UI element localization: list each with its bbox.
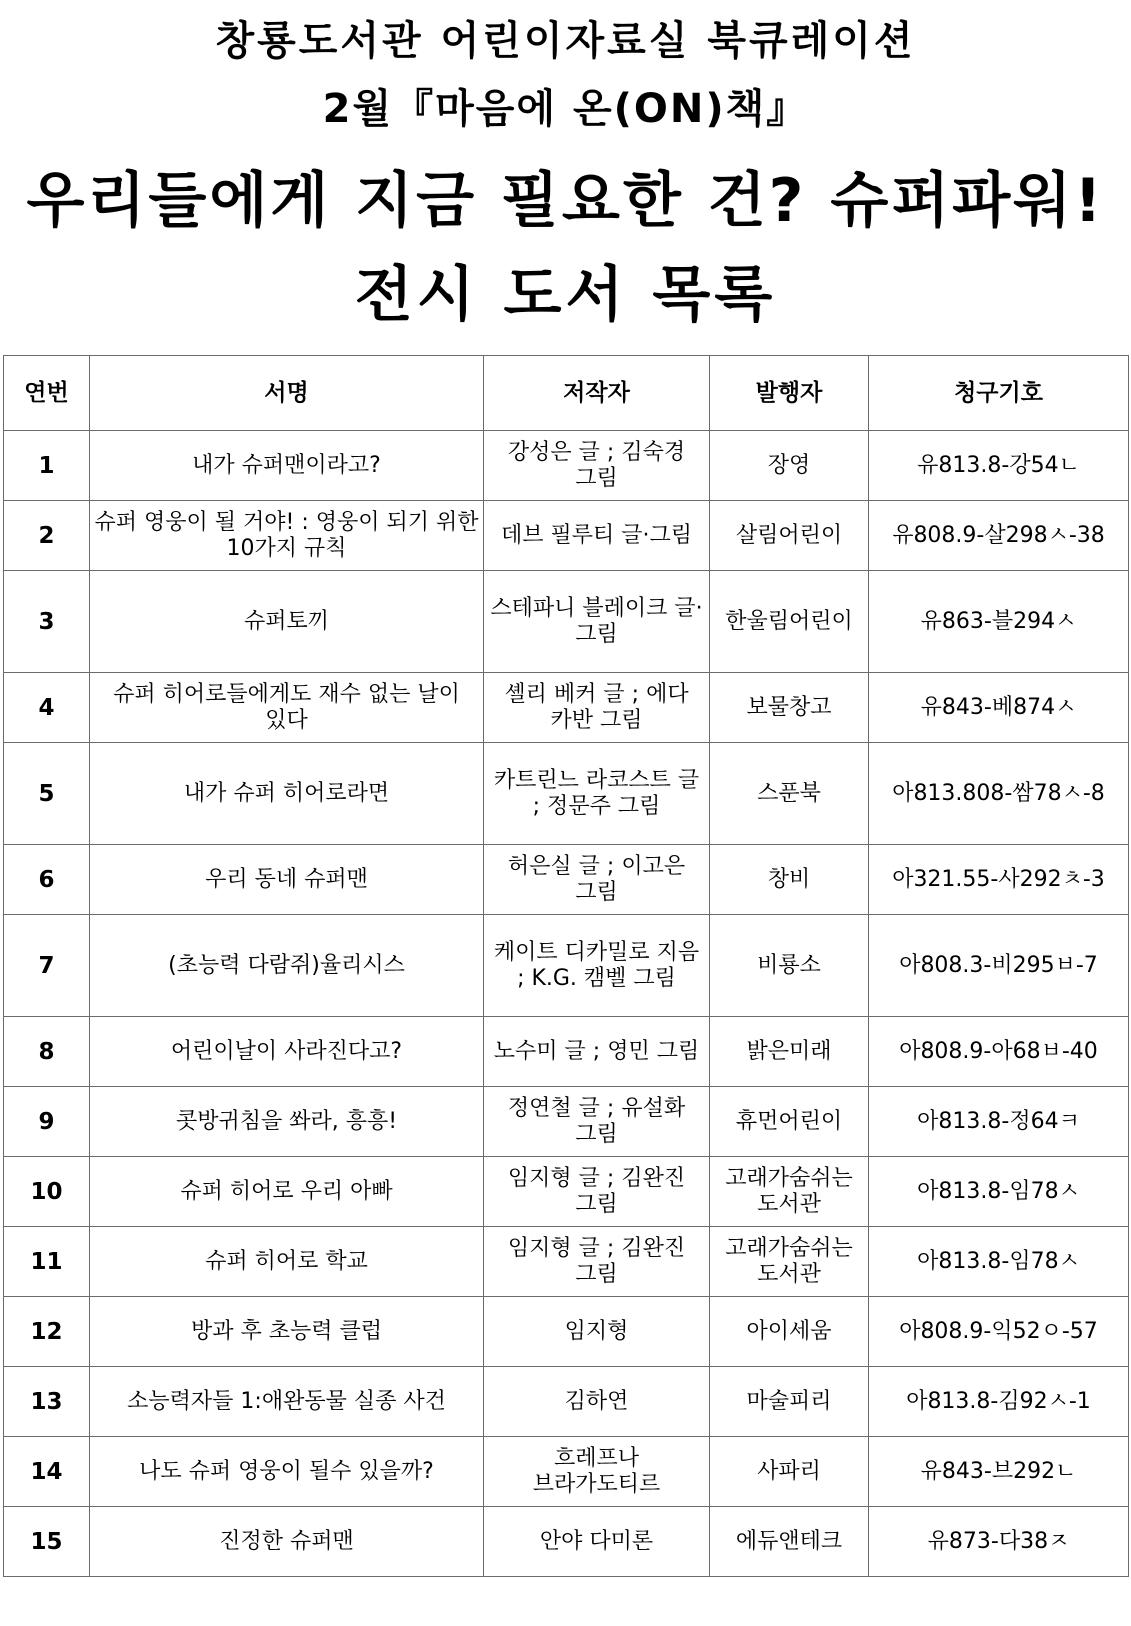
book-call-number: 아813.8-정64ㅋ bbox=[869, 1087, 1129, 1157]
book-author: 임지형 bbox=[484, 1297, 710, 1367]
table-row bbox=[4, 1087, 1129, 1157]
book-publisher: 고래가숨쉬는 도서관 bbox=[710, 1157, 869, 1227]
table-row bbox=[4, 1437, 1129, 1507]
table-row bbox=[4, 1157, 1129, 1227]
book-publisher: 장영 bbox=[710, 431, 869, 501]
book-call-number: 아813.808-쌈78ㅅ-8 bbox=[869, 743, 1129, 845]
book-author: 정연철 글 ; 유설화 그림 bbox=[484, 1087, 710, 1157]
book-author: 노수미 글 ; 영민 그림 bbox=[484, 1017, 710, 1087]
book-publisher: 에듀앤테크 bbox=[710, 1507, 869, 1577]
book-author: 케이트 디카밀로 지음 ; K.G. 캠벨 그림 bbox=[484, 915, 710, 1017]
row-number: 7 bbox=[4, 915, 90, 1017]
row-number: 5 bbox=[4, 743, 90, 845]
book-title: 슈퍼 영웅이 될 거야! : 영웅이 되기 위한 10가지 규칙 bbox=[90, 501, 484, 571]
table-row bbox=[4, 501, 1129, 571]
month-theme-title: 2월『마음에 온(ON)책』 bbox=[322, 86, 809, 132]
book-call-number: 유873-다38ㅈ bbox=[869, 1507, 1129, 1577]
row-number: 8 bbox=[4, 1017, 90, 1087]
book-call-number: 유843-브292ㄴ bbox=[869, 1437, 1129, 1507]
book-author: 셸리 베커 글 ; 에다 카반 그림 bbox=[484, 673, 710, 743]
book-author: 스테파니 블레이크 글·그림 bbox=[484, 571, 710, 673]
table-body bbox=[4, 431, 1129, 1577]
book-title: 콧방귀침을 쏴라, 흥흥! bbox=[90, 1087, 484, 1157]
book-title: 슈퍼 히어로 우리 아빠 bbox=[90, 1157, 484, 1227]
book-publisher: 휴먼어린이 bbox=[710, 1087, 869, 1157]
book-author: 강성은 글 ; 김숙경 그림 bbox=[484, 431, 710, 501]
table-row bbox=[4, 1297, 1129, 1367]
book-call-number: 유808.9-살298ㅅ-38 bbox=[869, 501, 1129, 571]
book-title: 슈퍼 히어로들에게도 재수 없는 날이 있다 bbox=[90, 673, 484, 743]
row-number: 15 bbox=[4, 1507, 90, 1577]
book-publisher: 보물창고 bbox=[710, 673, 869, 743]
row-number: 3 bbox=[4, 571, 90, 673]
row-number: 13 bbox=[4, 1367, 90, 1437]
library-title: 창룡도서관 어린이자료실 북큐레이션 bbox=[215, 18, 916, 64]
book-author: 흐레프나 브라가도티르 bbox=[484, 1437, 710, 1507]
book-title: 진정한 슈퍼맨 bbox=[90, 1507, 484, 1577]
book-publisher: 스푼북 bbox=[710, 743, 869, 845]
book-call-number: 유813.8-강54ㄴ bbox=[869, 431, 1129, 501]
book-title: 내가 슈퍼 히어로라면 bbox=[90, 743, 484, 845]
book-author: 데브 필루티 글·그림 bbox=[484, 501, 710, 571]
table-header-row bbox=[4, 356, 1129, 431]
table-row bbox=[4, 1227, 1129, 1297]
book-title: 내가 슈퍼맨이라고? bbox=[90, 431, 484, 501]
book-title: 슈퍼 히어로 학교 bbox=[90, 1227, 484, 1297]
book-call-number: 아808.9-익52ㅇ-57 bbox=[869, 1297, 1129, 1367]
book-title: 소능력자들 1:애완동물 실종 사건 bbox=[90, 1367, 484, 1437]
row-number: 6 bbox=[4, 845, 90, 915]
book-call-number: 아808.9-아68ㅂ-40 bbox=[869, 1017, 1129, 1087]
book-call-number: 유863-블294ㅅ bbox=[869, 571, 1129, 673]
column-header-title: 서명 bbox=[90, 356, 484, 431]
table-row bbox=[4, 845, 1129, 915]
book-call-number: 유843-베874ㅅ bbox=[869, 673, 1129, 743]
table-row bbox=[4, 673, 1129, 743]
row-number: 10 bbox=[4, 1157, 90, 1227]
column-header-number: 연번 bbox=[4, 356, 90, 431]
book-author: 김하연 bbox=[484, 1367, 710, 1437]
column-header-publisher: 발행자 bbox=[710, 356, 869, 431]
book-publisher: 사파리 bbox=[710, 1437, 869, 1507]
book-title: 방과 후 초능력 클럽 bbox=[90, 1297, 484, 1367]
row-number: 2 bbox=[4, 501, 90, 571]
book-title: 나도 슈퍼 영웅이 될수 있을까? bbox=[90, 1437, 484, 1507]
book-publisher: 한울림어린이 bbox=[710, 571, 869, 673]
book-author: 허은실 글 ; 이고은 그림 bbox=[484, 845, 710, 915]
book-publisher: 창비 bbox=[710, 845, 869, 915]
book-call-number: 아813.8-임78ㅅ bbox=[869, 1227, 1129, 1297]
book-title: 우리 동네 슈퍼맨 bbox=[90, 845, 484, 915]
row-number: 9 bbox=[4, 1087, 90, 1157]
book-title: 슈퍼토끼 bbox=[90, 571, 484, 673]
book-publisher: 밝은미래 bbox=[710, 1017, 869, 1087]
book-call-number: 아808.3-비295ㅂ-7 bbox=[869, 915, 1129, 1017]
column-header-author: 저작자 bbox=[484, 356, 710, 431]
book-publisher: 아이세움 bbox=[710, 1297, 869, 1367]
book-publisher: 비룡소 bbox=[710, 915, 869, 1017]
book-author: 카트린느 라코스트 글 ; 정문주 그림 bbox=[484, 743, 710, 845]
row-number: 11 bbox=[4, 1227, 90, 1297]
row-number: 14 bbox=[4, 1437, 90, 1507]
book-author: 임지형 글 ; 김완진 그림 bbox=[484, 1227, 710, 1297]
row-number: 4 bbox=[4, 673, 90, 743]
table-row bbox=[4, 1017, 1129, 1087]
book-publisher: 마술피리 bbox=[710, 1367, 869, 1437]
row-number: 1 bbox=[4, 431, 90, 501]
book-title: 어린이날이 사라진다고? bbox=[90, 1017, 484, 1087]
column-header-call-number: 청구기호 bbox=[869, 356, 1129, 431]
table-row bbox=[4, 431, 1129, 501]
list-title: 전시 도서 목록 bbox=[354, 260, 777, 330]
table-row bbox=[4, 1367, 1129, 1437]
book-call-number: 아321.55-사292ㅊ-3 bbox=[869, 845, 1129, 915]
book-publisher: 살림어린이 bbox=[710, 501, 869, 571]
book-title: (초능력 다람쥐)율리시스 bbox=[90, 915, 484, 1017]
book-author: 임지형 글 ; 김완진 그림 bbox=[484, 1157, 710, 1227]
book-publisher: 고래가숨쉬는 도서관 bbox=[710, 1227, 869, 1297]
book-call-number: 아813.8-임78ㅅ bbox=[869, 1157, 1129, 1227]
book-list-table bbox=[3, 355, 1129, 1577]
row-number: 12 bbox=[4, 1297, 90, 1367]
table-row bbox=[4, 743, 1129, 845]
table-row bbox=[4, 915, 1129, 1017]
table-row bbox=[4, 1507, 1129, 1577]
book-author: 안야 다미론 bbox=[484, 1507, 710, 1577]
exhibition-title: 우리들에게 지금 필요한 건? 슈퍼파워! bbox=[26, 166, 1105, 236]
book-call-number: 아813.8-김92ㅅ-1 bbox=[869, 1367, 1129, 1437]
table-row bbox=[4, 571, 1129, 673]
